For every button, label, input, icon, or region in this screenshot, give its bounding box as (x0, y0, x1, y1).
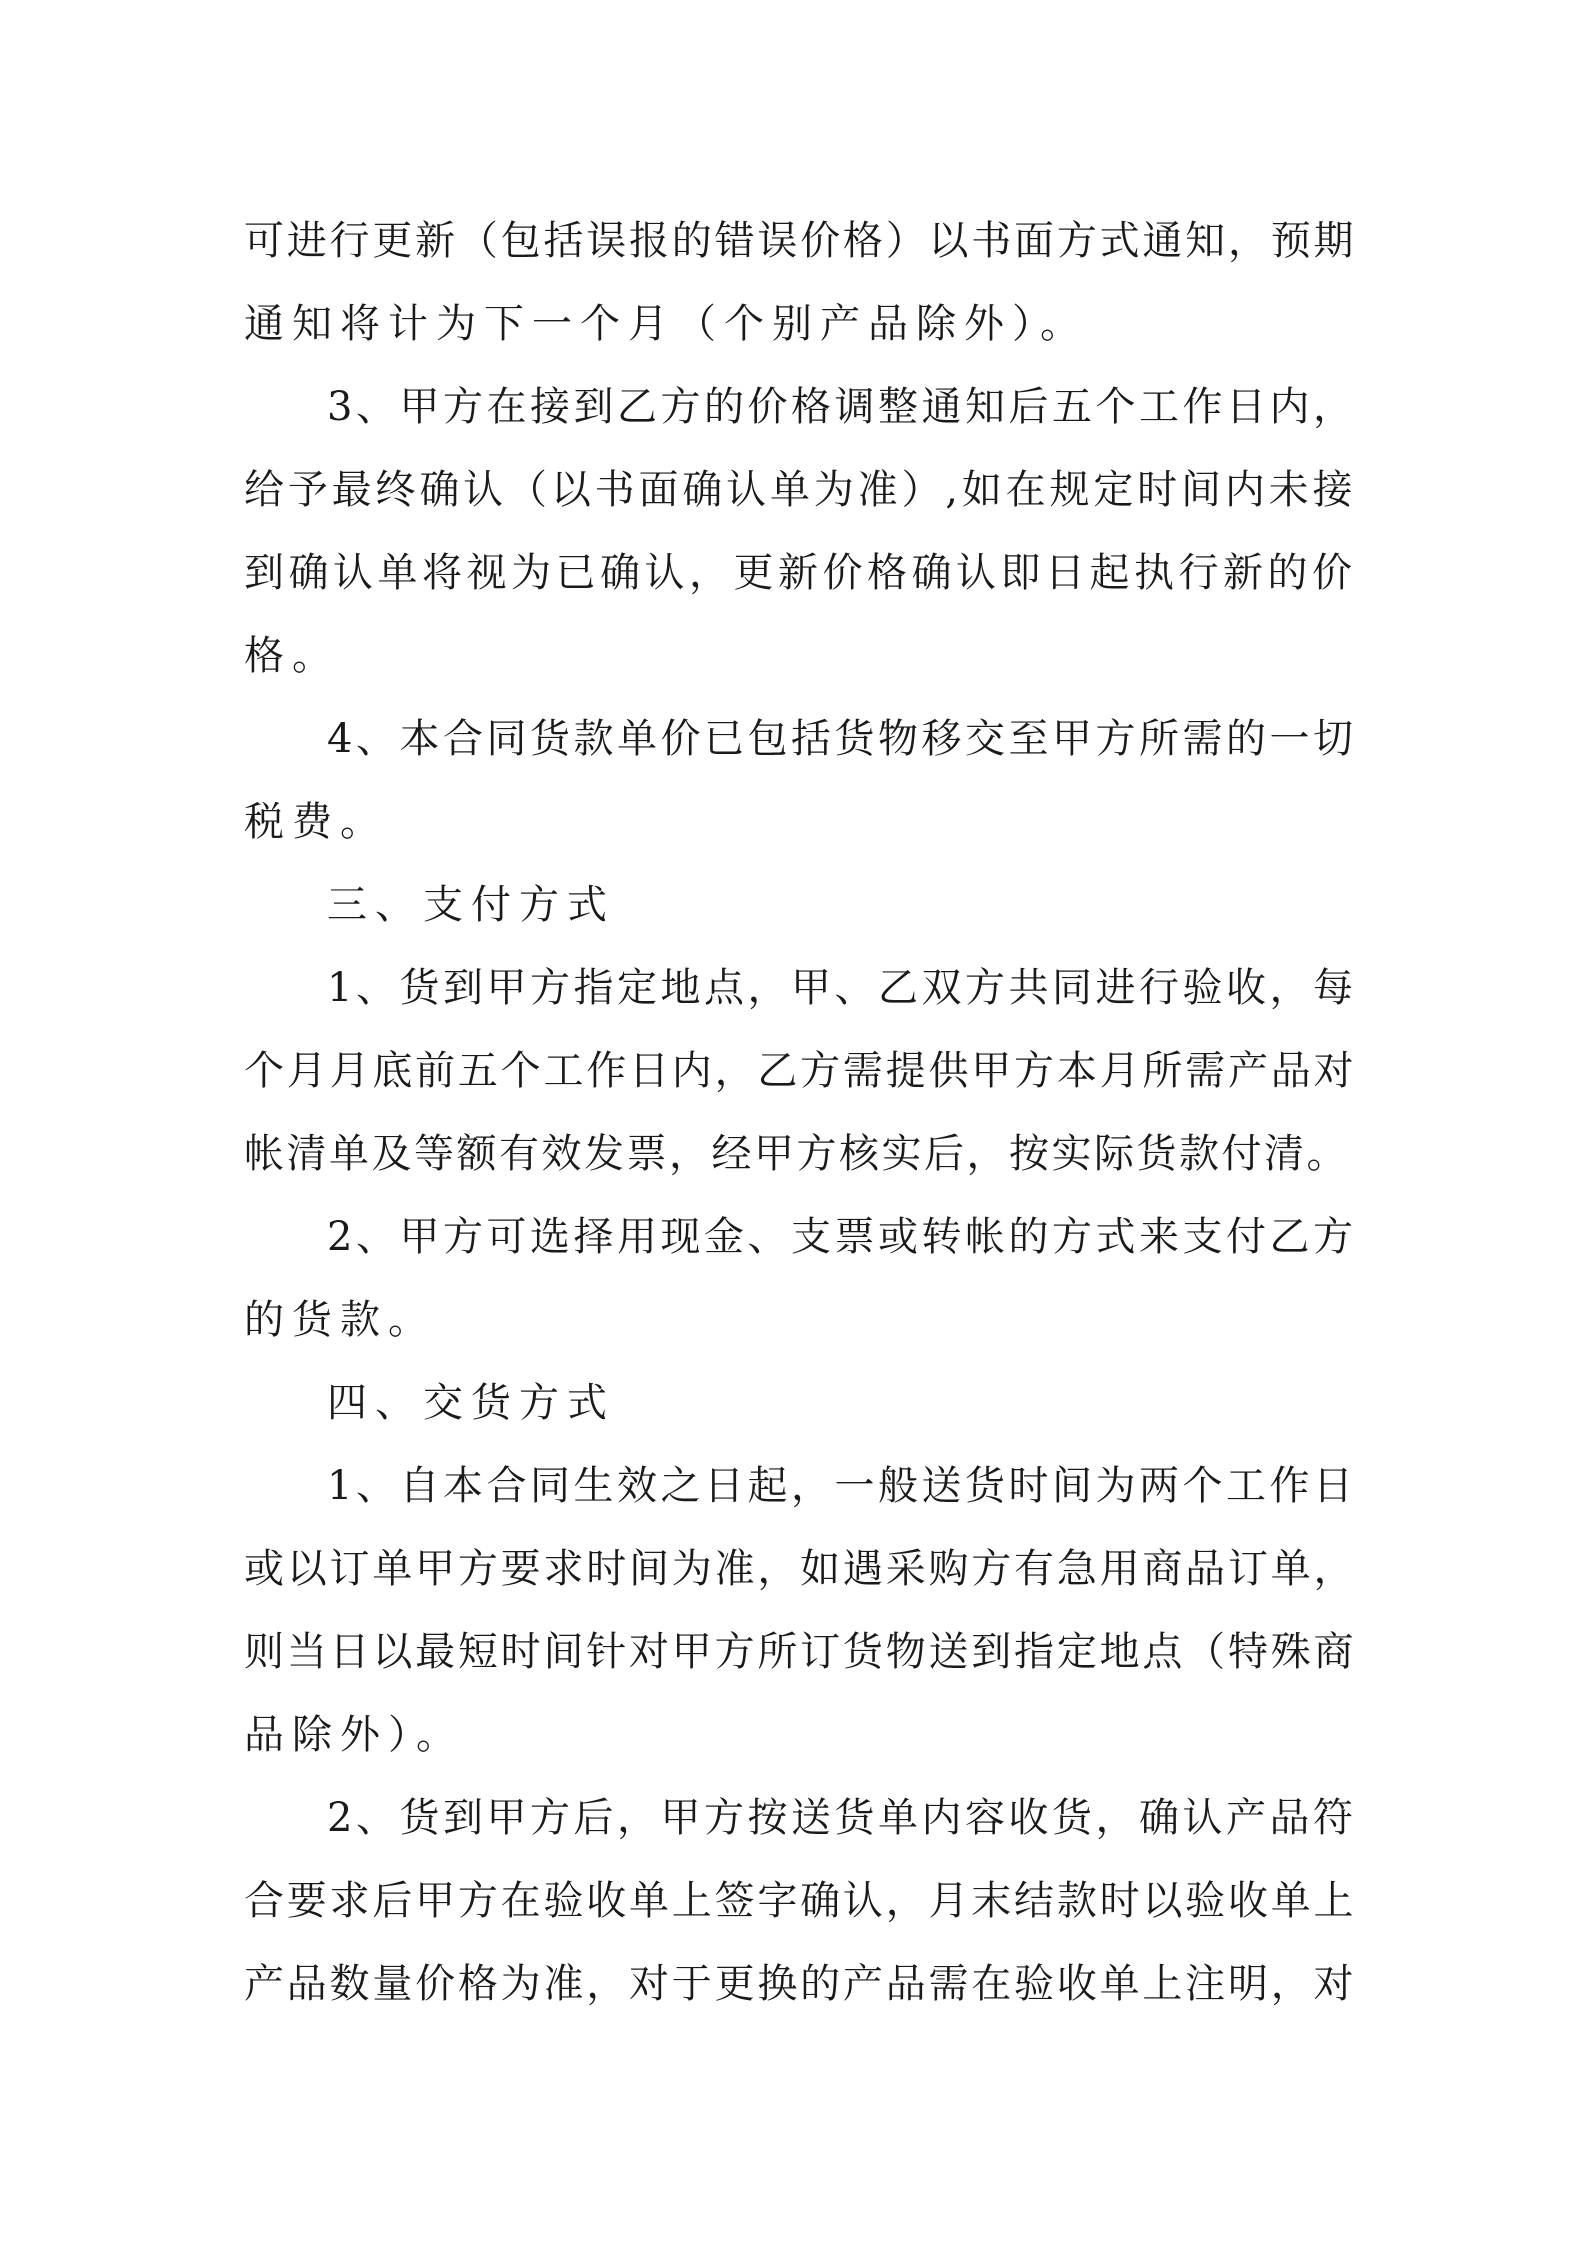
text-line: 1、货到甲方指定地点，甲、乙双方共同进行验收，每 (327, 965, 1357, 1011)
text-line: 四、交货方式 (327, 1380, 615, 1426)
text-line: 3、甲方在接到乙方的价格调整通知后五个工作日内， (327, 384, 1357, 430)
text-line: 4、本合同货款单价已包括货物移交至甲方所需的一切 (327, 716, 1357, 762)
text-line: 产品数量价格为准，对于更换的产品需在验收单上注明，对 (244, 1961, 1356, 2007)
text-line: 三、支付方式 (327, 882, 615, 928)
text-line: 1、自本合同生效之日起，一般送货时间为两个工作日 (327, 1463, 1357, 1509)
text-line: 个月月底前五个工作日内，乙方需提供甲方本月所需产品对 (244, 1048, 1356, 1094)
text-line: 或以订单甲方要求时间为准，如遇采购方有急用商品订单， (244, 1546, 1356, 1592)
text-line: 帐清单及等额有效发票，经甲方核实后，按实际货款付清。 (244, 1131, 1349, 1177)
text-line: 2、货到甲方后，甲方按送货单内容收货，确认产品符 (327, 1795, 1357, 1841)
contract-text-body (244, 200, 1356, 2026)
text-line: 给予最终确认（以书面确认单为准）,如在规定时间内未接 (244, 467, 1356, 513)
text-line: 合要求后甲方在验收单上签字确认，月末结款时以验收单上 (244, 1878, 1356, 1924)
text-line: 到确认单将视为已确认，更新价格确认即日起执行新的价 (244, 550, 1356, 596)
text-line: 的货款。 (244, 1297, 436, 1343)
text-line: 可进行更新（包括误报的错误价格）以书面方式通知，预期 (244, 218, 1356, 264)
text-line: 2、甲方可选择用现金、支票或转帐的方式来支付乙方 (327, 1214, 1357, 1260)
text-line: 品除外）。 (244, 1712, 464, 1758)
text-line: 则当日以最短时间针对甲方所订货物送到指定地点（特殊商 (244, 1629, 1356, 1675)
text-line: 税费。 (244, 799, 388, 845)
text-line: 通知将计为下一个月（个别产品除外）。 (244, 301, 1088, 347)
text-line: 格。 (244, 633, 340, 679)
